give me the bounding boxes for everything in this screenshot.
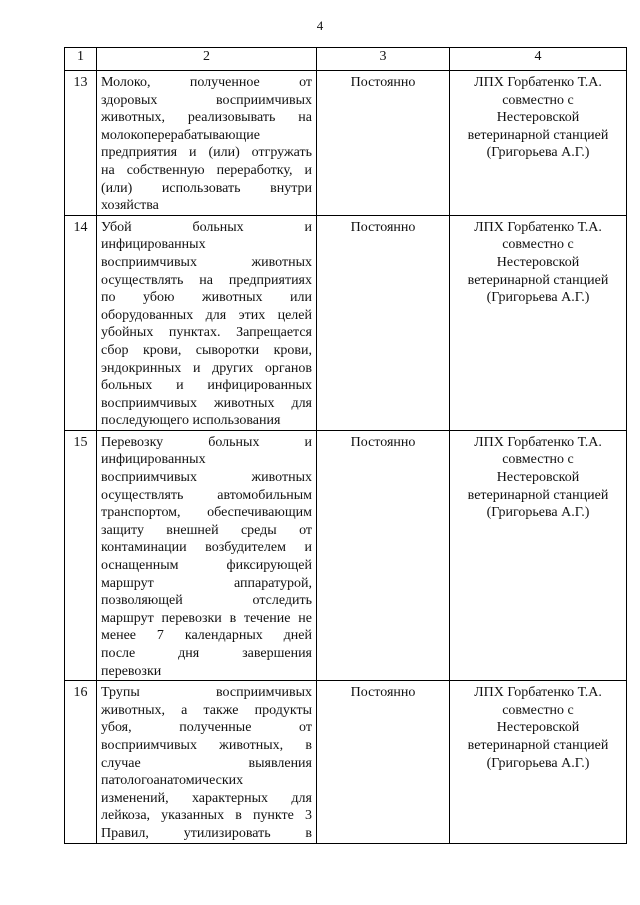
header-row bbox=[65, 48, 627, 71]
responsible-line: ЛПХ Горбатенко Т.А. bbox=[474, 434, 602, 450]
description-line: больных и инфицированных bbox=[101, 378, 312, 394]
description-line: инфицированных bbox=[101, 237, 206, 253]
table-row bbox=[65, 430, 627, 680]
description-line: на собственную переработку, и bbox=[101, 162, 312, 178]
table-body bbox=[65, 71, 627, 844]
responsible-line: совместно с bbox=[502, 702, 574, 718]
responsible-line: Нестеровской bbox=[496, 110, 580, 126]
measure-term: Постоянно bbox=[317, 681, 450, 843]
description-line: Перевозку больных и bbox=[101, 434, 312, 450]
description-line: Убой больных и bbox=[101, 219, 312, 235]
responsible-line: Нестеровской bbox=[496, 254, 580, 270]
description-line: Правил, утилизировать в bbox=[101, 825, 312, 841]
column-header: 2 bbox=[97, 48, 317, 71]
description-line: оборудованных для этих целей bbox=[101, 307, 312, 323]
description-line: перевозки bbox=[101, 663, 162, 679]
description-line: осуществлять на предприятиях bbox=[101, 272, 312, 288]
measure-description bbox=[97, 215, 317, 430]
description-line: последующего использования bbox=[101, 413, 281, 429]
responsible-line: Нестеровской bbox=[496, 720, 580, 736]
description-line: восприимчивых животных для bbox=[101, 395, 312, 411]
description-line: осуществлять автомобильным bbox=[101, 487, 312, 503]
description-line: животных, реализовывать на bbox=[101, 110, 312, 126]
measure-term: Постоянно bbox=[317, 71, 450, 216]
description-line: менее 7 календарных дней bbox=[101, 628, 312, 644]
description-line: убоя, полученные от bbox=[101, 720, 312, 736]
description-line: хозяйства bbox=[101, 198, 159, 214]
column-header: 4 bbox=[450, 48, 627, 71]
description-line: восприимчивых животных bbox=[101, 254, 312, 270]
description-line: транспортом, обеспечивающим bbox=[101, 505, 312, 521]
table-row bbox=[65, 71, 627, 216]
responsible-line: (Григорьева А.Г.) bbox=[486, 290, 590, 306]
measures-table bbox=[64, 47, 627, 844]
description-line: восприимчивых животных bbox=[101, 470, 312, 486]
description-line: защиту внешней среды от bbox=[101, 522, 312, 538]
description-line: сбор крови, сыворотки крови, bbox=[101, 342, 312, 358]
responsible-line: совместно с bbox=[502, 92, 574, 108]
responsible-line: Нестеровской bbox=[496, 470, 580, 486]
description-line: маршрут перевозки в течение не bbox=[101, 610, 312, 626]
description-line: предприятия и (или) отгружать bbox=[101, 145, 312, 161]
responsible-line: ветеринарной станцией bbox=[467, 487, 609, 503]
row-number: 16 bbox=[65, 681, 97, 843]
table-row bbox=[65, 681, 627, 843]
description-line: здоровых восприимчивых bbox=[101, 92, 312, 108]
page-number: 4 bbox=[316, 18, 324, 33]
responsible-line: (Григорьева А.Г.) bbox=[486, 505, 590, 521]
description-line: восприимчивых животных, в bbox=[101, 737, 312, 753]
responsible-line: совместно с bbox=[502, 237, 574, 253]
description-line: лейкоза, указанных в пункте 3 bbox=[101, 808, 312, 824]
description-line: маршрут аппаратурой, bbox=[101, 575, 312, 591]
responsible-party bbox=[450, 681, 627, 843]
responsible-line: ЛПХ Горбатенко Т.А. bbox=[474, 75, 602, 90]
description-line: патологоанатомических bbox=[101, 773, 244, 789]
row-number: 15 bbox=[65, 430, 97, 680]
measure-description bbox=[97, 71, 317, 216]
responsible-line: ветеринарной станцией bbox=[467, 737, 609, 753]
responsible-party bbox=[450, 430, 627, 680]
description-line: по убою животных или bbox=[101, 290, 312, 306]
description-line: эндокринных и других органов bbox=[101, 360, 312, 376]
description-line: убойных пунктах. Запрещается bbox=[101, 325, 312, 341]
measure-term: Постоянно bbox=[317, 430, 450, 680]
column-header: 3 bbox=[317, 48, 450, 71]
responsible-party bbox=[450, 71, 627, 216]
row-number: 14 bbox=[65, 215, 97, 430]
column-header: 1 bbox=[65, 48, 97, 71]
measure-description bbox=[97, 681, 317, 843]
responsible-line: (Григорьева А.Г.) bbox=[486, 755, 590, 771]
description-line: изменений, характерных для bbox=[101, 790, 312, 806]
description-line: инфицированных bbox=[101, 452, 206, 468]
description-line: Молоко, полученное от bbox=[101, 75, 312, 90]
responsible-line: (Григорьева А.Г.) bbox=[486, 145, 590, 161]
description-line: случае выявления bbox=[101, 755, 312, 771]
table-header bbox=[65, 48, 627, 71]
table-row bbox=[65, 215, 627, 430]
row-number: 13 bbox=[65, 71, 97, 216]
description-line: Трупы восприимчивых bbox=[101, 685, 312, 701]
description-line: оснащенным фиксирующей bbox=[101, 558, 312, 574]
description-line: после дня завершения bbox=[101, 646, 312, 661]
responsible-line: ЛПХ Горбатенко Т.А. bbox=[474, 685, 602, 701]
description-line: (или) использовать внутри bbox=[101, 180, 312, 196]
description-line: контаминации возбудителем и bbox=[101, 540, 312, 556]
responsible-line: совместно с bbox=[502, 452, 574, 468]
measure-description bbox=[97, 430, 317, 680]
responsible-line: ЛПХ Горбатенко Т.А. bbox=[474, 219, 602, 235]
responsible-party bbox=[450, 215, 627, 430]
measure-term: Постоянно bbox=[317, 215, 450, 430]
description-line: молокоперерабатывающие bbox=[101, 127, 260, 143]
description-line: позволяющей отследить bbox=[101, 593, 312, 609]
responsible-line: ветеринарной станцией bbox=[467, 272, 609, 288]
description-line: животных, а также продукты bbox=[101, 702, 312, 718]
responsible-line: ветеринарной станцией bbox=[467, 127, 609, 143]
